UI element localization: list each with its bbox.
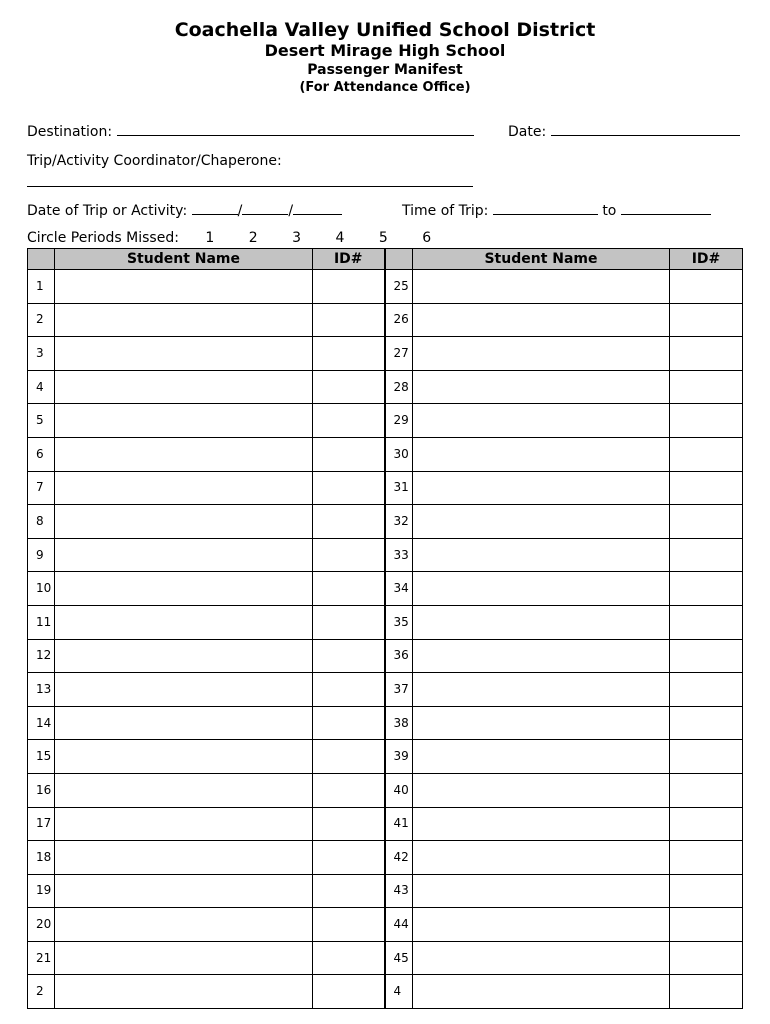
row-number: 31 (385, 471, 413, 505)
student-id-cell[interactable] (313, 337, 385, 371)
student-name-cell[interactable] (55, 505, 313, 539)
student-id-cell[interactable] (670, 908, 743, 942)
row-number: 1 (28, 270, 55, 304)
student-name-cell[interactable] (55, 941, 313, 975)
row-number: 35 (385, 605, 413, 639)
student-id-cell[interactable] (313, 807, 385, 841)
row-number: 21 (28, 941, 55, 975)
student-name-cell[interactable] (413, 706, 670, 740)
time-start-field[interactable] (493, 200, 598, 215)
date-field[interactable] (551, 121, 740, 136)
table-row (28, 639, 743, 673)
id-header: ID# (670, 249, 743, 270)
row-number: 2 (28, 303, 55, 337)
student-name-cell[interactable] (413, 874, 670, 908)
passenger-table (27, 248, 743, 1009)
time-label: Time of Trip: (402, 203, 489, 219)
trip-time-row (402, 200, 711, 220)
student-name-cell[interactable] (413, 337, 670, 371)
period-option[interactable]: 2 (248, 230, 258, 246)
student-id-cell[interactable] (670, 975, 743, 1009)
student-name-cell[interactable] (413, 572, 670, 606)
row-number: 8 (28, 505, 55, 539)
row-number: 41 (385, 807, 413, 841)
table-row (28, 605, 743, 639)
row-number: 33 (385, 538, 413, 572)
student-name-cell[interactable] (55, 706, 313, 740)
student-id-cell[interactable] (313, 270, 385, 304)
row-number: 25 (385, 270, 413, 304)
student-name-cell[interactable] (55, 975, 313, 1009)
student-name-cell[interactable] (55, 673, 313, 707)
student-name-cell[interactable] (55, 908, 313, 942)
row-number: 30 (385, 437, 413, 471)
student-name-cell[interactable] (55, 605, 313, 639)
student-name-cell[interactable] (55, 639, 313, 673)
student-id-cell[interactable] (313, 572, 385, 606)
student-id-cell[interactable] (313, 471, 385, 505)
row-number: 43 (385, 874, 413, 908)
row-number: 19 (28, 874, 55, 908)
row-number: 29 (385, 404, 413, 438)
form-header (0, 19, 770, 97)
row-number: 18 (28, 841, 55, 875)
row-number: 4 (385, 975, 413, 1009)
student-id-cell[interactable] (670, 874, 743, 908)
student-name-cell[interactable] (413, 941, 670, 975)
student-name-header: Student Name (413, 249, 670, 270)
student-id-cell[interactable] (313, 773, 385, 807)
student-id-cell[interactable] (313, 437, 385, 471)
student-name-cell[interactable] (413, 975, 670, 1009)
row-number: 2 (28, 975, 55, 1009)
student-name-cell[interactable] (413, 303, 670, 337)
student-id-cell[interactable] (313, 404, 385, 438)
student-id-cell[interactable] (313, 740, 385, 774)
student-name-cell[interactable] (55, 270, 313, 304)
student-name-cell[interactable] (413, 538, 670, 572)
student-id-cell[interactable] (313, 841, 385, 875)
row-number: 14 (28, 706, 55, 740)
student-id-cell[interactable] (670, 605, 743, 639)
table-row (28, 337, 743, 371)
table-row (28, 874, 743, 908)
student-id-cell[interactable] (313, 874, 385, 908)
student-id-cell[interactable] (313, 673, 385, 707)
student-id-cell[interactable] (670, 471, 743, 505)
student-name-cell[interactable] (413, 605, 670, 639)
destination-row (27, 121, 474, 141)
student-id-cell[interactable] (313, 706, 385, 740)
row-number: 4 (28, 370, 55, 404)
period-option[interactable]: 5 (378, 230, 388, 246)
student-id-cell[interactable] (313, 538, 385, 572)
number-header (385, 249, 413, 270)
student-name-cell[interactable] (55, 471, 313, 505)
student-id-cell[interactable] (313, 605, 385, 639)
table-row (28, 505, 743, 539)
table-row (28, 471, 743, 505)
row-number: 32 (385, 505, 413, 539)
student-name-cell[interactable] (55, 807, 313, 841)
row-number: 3 (28, 337, 55, 371)
student-id-cell[interactable] (670, 303, 743, 337)
form-title: Passenger Manifest (307, 62, 463, 78)
time-to-label: to (602, 203, 617, 219)
id-header: ID# (313, 249, 385, 270)
student-name-cell[interactable] (413, 908, 670, 942)
student-id-cell[interactable] (670, 270, 743, 304)
school-name: Desert Mirage High School (264, 41, 506, 60)
trip-date-label: Date of Trip or Activity: (27, 203, 188, 219)
row-number: 7 (28, 471, 55, 505)
row-number: 11 (28, 605, 55, 639)
student-name-cell[interactable] (413, 841, 670, 875)
table-row (28, 706, 743, 740)
trip-year-field[interactable] (293, 200, 342, 215)
student-name-cell[interactable] (55, 437, 313, 471)
row-number: 38 (385, 706, 413, 740)
row-number: 39 (385, 740, 413, 774)
trip-date-sep: / (288, 203, 294, 219)
student-id-cell[interactable] (670, 941, 743, 975)
student-id-cell[interactable] (313, 908, 385, 942)
student-id-cell[interactable] (313, 505, 385, 539)
row-number: 6 (28, 437, 55, 471)
student-name-cell[interactable] (55, 773, 313, 807)
table-row (28, 572, 743, 606)
student-name-cell[interactable] (413, 404, 670, 438)
student-name-cell[interactable] (55, 874, 313, 908)
table-row (28, 404, 743, 438)
form-subtitle: (For Attendance Office) (299, 80, 471, 95)
student-id-cell[interactable] (670, 337, 743, 371)
trip-date-row (27, 200, 342, 220)
row-number: 16 (28, 773, 55, 807)
student-name-cell[interactable] (413, 807, 670, 841)
table-row (28, 773, 743, 807)
student-id-cell[interactable] (670, 639, 743, 673)
student-name-cell[interactable] (55, 370, 313, 404)
time-end-field[interactable] (621, 200, 711, 215)
period-option[interactable]: 1 (205, 230, 215, 246)
student-id-cell[interactable] (670, 706, 743, 740)
row-number: 20 (28, 908, 55, 942)
row-number: 10 (28, 572, 55, 606)
table-row (28, 370, 743, 404)
student-name-cell[interactable] (55, 572, 313, 606)
student-name-cell[interactable] (413, 773, 670, 807)
row-number: 15 (28, 740, 55, 774)
period-option[interactable]: 3 (292, 230, 302, 246)
student-id-cell[interactable] (670, 538, 743, 572)
row-number: 28 (385, 370, 413, 404)
row-number: 12 (28, 639, 55, 673)
row-number: 37 (385, 673, 413, 707)
student-name-cell[interactable] (55, 538, 313, 572)
student-name-cell[interactable] (413, 471, 670, 505)
student-name-cell[interactable] (413, 740, 670, 774)
row-number: 36 (385, 639, 413, 673)
row-number: 27 (385, 337, 413, 371)
student-id-cell[interactable] (313, 639, 385, 673)
student-id-cell[interactable] (313, 975, 385, 1009)
student-name-cell[interactable] (413, 437, 670, 471)
student-id-cell[interactable] (313, 370, 385, 404)
table-row (28, 941, 743, 975)
row-number: 9 (28, 538, 55, 572)
row-number: 45 (385, 941, 413, 975)
table-header-row (28, 249, 743, 270)
student-id-cell[interactable] (670, 370, 743, 404)
student-name-cell[interactable] (55, 303, 313, 337)
table-row (28, 673, 743, 707)
coordinator-field[interactable] (27, 186, 473, 187)
table-row (28, 538, 743, 572)
coordinator-label: Trip/Activity Coordinator/Chaperone: (27, 153, 282, 169)
date-row (508, 121, 740, 141)
table-row (28, 908, 743, 942)
table-row (28, 975, 743, 1009)
student-id-cell[interactable] (313, 303, 385, 337)
roster-body (28, 270, 743, 1009)
student-name-header: Student Name (55, 249, 313, 270)
trip-month-field[interactable] (192, 200, 238, 215)
number-header (28, 249, 55, 270)
table-row (28, 740, 743, 774)
destination-label: Destination: (27, 124, 113, 140)
row-number: 34 (385, 572, 413, 606)
table-row (28, 303, 743, 337)
student-id-cell[interactable] (670, 673, 743, 707)
row-number: 5 (28, 404, 55, 438)
student-id-cell[interactable] (670, 505, 743, 539)
table-row (28, 270, 743, 304)
destination-field[interactable] (117, 121, 474, 136)
row-number: 42 (385, 841, 413, 875)
periods-row (27, 229, 431, 247)
table-row (28, 437, 743, 471)
student-id-cell[interactable] (313, 941, 385, 975)
district-name: Coachella Valley Unified School District (174, 19, 596, 41)
student-name-cell[interactable] (413, 370, 670, 404)
student-name-cell[interactable] (55, 841, 313, 875)
student-id-cell[interactable] (670, 572, 743, 606)
student-name-cell[interactable] (55, 404, 313, 438)
row-number: 26 (385, 303, 413, 337)
period-option[interactable]: 6 (422, 230, 432, 246)
student-id-cell[interactable] (670, 807, 743, 841)
student-id-cell[interactable] (670, 841, 743, 875)
student-name-cell[interactable] (55, 740, 313, 774)
student-id-cell[interactable] (670, 404, 743, 438)
table-row (28, 807, 743, 841)
trip-date-sep: / (237, 203, 243, 219)
periods-label: Circle Periods Missed: (27, 230, 179, 246)
student-id-cell[interactable] (670, 437, 743, 471)
row-number: 13 (28, 673, 55, 707)
student-name-cell[interactable] (413, 673, 670, 707)
table-row (28, 841, 743, 875)
trip-day-field[interactable] (242, 200, 288, 215)
row-number: 44 (385, 908, 413, 942)
row-number: 17 (28, 807, 55, 841)
student-name-cell[interactable] (413, 505, 670, 539)
student-id-cell[interactable] (670, 773, 743, 807)
student-name-cell[interactable] (413, 270, 670, 304)
student-name-cell[interactable] (55, 337, 313, 371)
row-number: 40 (385, 773, 413, 807)
period-option[interactable]: 4 (335, 230, 345, 246)
student-id-cell[interactable] (670, 740, 743, 774)
student-name-cell[interactable] (413, 639, 670, 673)
date-label: Date: (508, 124, 547, 140)
